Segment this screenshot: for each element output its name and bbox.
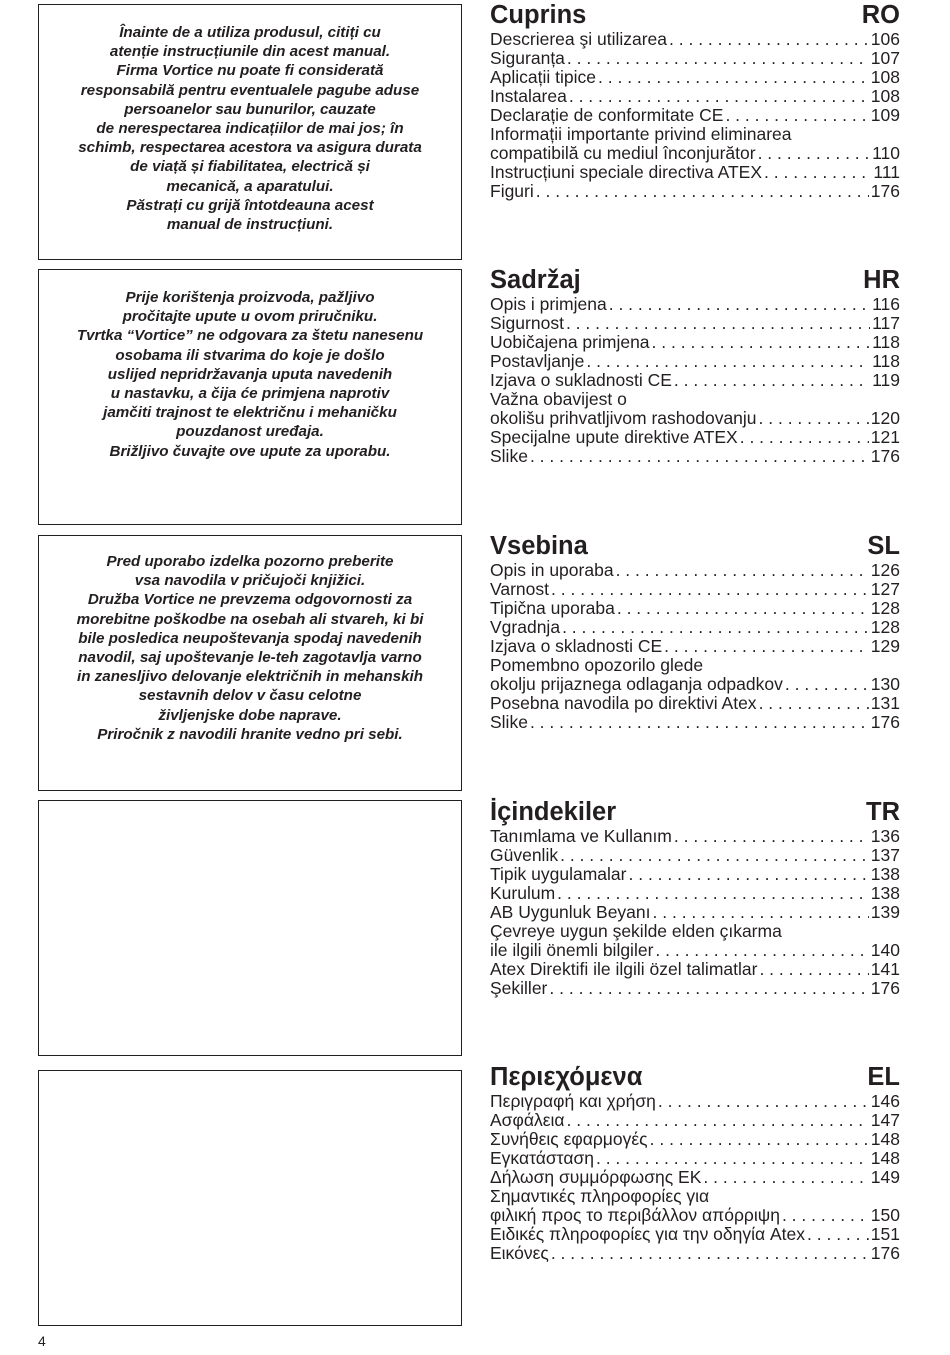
toc-entry-page: 148	[870, 1129, 900, 1149]
toc-entry	[490, 1187, 900, 1206]
toc-entry-page: 117	[872, 313, 900, 333]
toc-entry-page: 149	[870, 1167, 900, 1187]
dot-leader	[759, 694, 869, 713]
dot-leader	[616, 561, 869, 580]
toc-entry-page: 176	[870, 712, 900, 732]
language-code: EL	[867, 1063, 900, 1091]
toc-entry-page: 131	[870, 693, 900, 713]
toc-header	[490, 0, 900, 30]
toc-entry	[490, 333, 900, 352]
toc-header	[490, 531, 900, 561]
toc-entry	[490, 713, 900, 732]
dot-leader	[549, 979, 868, 998]
toc-entry	[490, 1130, 900, 1149]
toc-entry-label: Çevreye uygun şekilde elden çıkarma	[490, 921, 782, 941]
dot-leader	[569, 87, 869, 106]
toc-entry	[490, 371, 900, 390]
toc-entry-page: 108	[870, 67, 900, 87]
dot-leader	[740, 428, 869, 447]
toc-entry-label: Ασφάλεια	[490, 1110, 565, 1130]
toc-entry-page: 137	[870, 845, 900, 865]
dot-leader	[807, 1225, 869, 1244]
toc-entry	[490, 903, 900, 922]
toc-entry-page: 140	[870, 940, 900, 960]
toc-entry	[490, 409, 900, 428]
dot-leader	[664, 637, 869, 656]
toc-entry-page: 176	[870, 446, 900, 466]
toc-entry	[490, 87, 900, 106]
toc-list	[490, 30, 900, 201]
toc-entry-page: 121	[870, 427, 900, 447]
dot-leader	[560, 846, 869, 865]
toc-entry-label: Συνήθεις εφαρμογές	[490, 1129, 648, 1149]
toc-entry	[490, 1225, 900, 1244]
toc-entry	[490, 1168, 900, 1187]
toc-section-el	[490, 1062, 900, 1263]
page-number: 4	[38, 1333, 46, 1349]
toc-entry	[490, 827, 900, 846]
toc-entry-page: 146	[870, 1091, 900, 1111]
toc-entry	[490, 979, 900, 998]
toc-title: Sadržaj	[490, 266, 581, 294]
toc-entry-label: Instalarea	[490, 86, 567, 106]
toc-entry-label: Opis i primjena	[490, 294, 607, 314]
toc-entry-label: Δήλωση συμμόρφωσης ΕΚ	[490, 1167, 702, 1187]
toc-entry-label: Aplicații tipice	[490, 67, 597, 87]
toc-entry-page: 138	[870, 883, 900, 903]
toc-entry	[490, 846, 900, 865]
toc-entry-page: 126	[870, 560, 900, 580]
toc-entry-label: Izjava o skladnosti CE	[490, 636, 663, 656]
dot-leader	[674, 371, 870, 390]
toc-entry	[490, 125, 900, 144]
toc-entry	[490, 941, 900, 960]
toc-section-sl	[490, 531, 900, 732]
toc-entry-page: 127	[870, 579, 900, 599]
notice-text-sl: Pred uporabo izdelka pozorno preberite vsa navodila v pričujoči knjižici. Družba Vortice ne prevzema odgovornosti za morebitne poškodbe na osebah ali stvareh, ki bi bile posledica neupoštevanja spodaj navedenih navodil, saj upoštevanje le-teh zagotavlja varno in zanesljivo delovanje električnih in mehanskih sestavnih delov v času celotne življenjske dobe naprave. Priročnik z navodili hranite vedno pri sebi.	[76, 553, 424, 743]
language-code: SL	[867, 532, 900, 560]
toc-entry-label: Declarație de conformitate CE	[490, 105, 724, 125]
toc-entry-label: AB Uygunluk Beyanı	[490, 902, 651, 922]
language-code: RO	[861, 1, 900, 29]
toc-list	[490, 295, 900, 466]
toc-entry	[490, 163, 900, 182]
toc-entry-page: 109	[870, 105, 900, 125]
toc-entry-label: Tanımlama ve Kullanım	[490, 826, 672, 846]
dot-leader	[586, 352, 870, 371]
toc-entry-label: Instrucțiuni speciale directiva ATEX	[490, 162, 763, 182]
toc-entry-label: Varnost	[490, 579, 550, 599]
notice-text-hr: Prije korištenja proizvoda, pažljivo pročitajte upute u ovom priručniku. Tvrtka “Vortice” ne odgovara za štetu nanesenu osobama ili stvarima do koje je došlo uslijed nepridržavanja uputa navedenih u nastavku, a čija će primjena naprotiv jamčiti trajnost te električnu i mehaničku pouzdanost uređaja. Brižljivo čuvajte ove upute za uporabu.	[76, 289, 424, 460]
toc-entry-page: 128	[870, 598, 900, 618]
toc-entry-page: 148	[870, 1148, 900, 1168]
toc-entry-label: okolišu prihvatljivom rashodovanju	[490, 408, 757, 428]
toc-entry	[490, 922, 900, 941]
dot-leader	[758, 144, 871, 163]
toc-entry-label: Güvenlik	[490, 845, 559, 865]
toc-entry-label: Informații importante privind eliminarea	[490, 124, 792, 144]
toc-entry	[490, 637, 900, 656]
toc-entry-label: φιλική προς το περιβάλλον απόρριψη	[490, 1205, 780, 1225]
toc-entry	[490, 675, 900, 694]
toc-entry-label: Tipična uporaba	[490, 598, 615, 618]
toc-entry	[490, 694, 900, 713]
toc-entry-label: Važna obavijest o	[490, 389, 627, 409]
toc-entry-label: Slike	[490, 446, 528, 466]
dot-leader	[658, 1092, 869, 1111]
toc-entry-label: Siguranța	[490, 48, 565, 68]
toc-entry	[490, 1111, 900, 1130]
toc-entry-page: 147	[870, 1110, 900, 1130]
toc-entry	[490, 960, 900, 979]
toc-entry-label: Kurulum	[490, 883, 556, 903]
toc-header	[490, 1062, 900, 1092]
toc-entry	[490, 447, 900, 466]
toc-entry-label: Ειδικές πληροφορίες για την οδηγία Atex	[490, 1224, 806, 1244]
dot-leader	[530, 713, 869, 732]
toc-entry-page: 176	[870, 978, 900, 998]
toc-entry-page: 108	[870, 86, 900, 106]
toc-entry-page: 116	[872, 294, 900, 314]
notice-box-el	[38, 1070, 462, 1326]
toc-entry	[490, 295, 900, 314]
toc-entry-page: 111	[873, 162, 900, 182]
dot-leader	[782, 1206, 869, 1225]
toc-entry	[490, 30, 900, 49]
dot-leader	[530, 447, 869, 466]
dot-leader	[567, 49, 869, 68]
toc-entry-label: Vgradnja	[490, 617, 561, 637]
toc-entry-page: 151	[870, 1224, 900, 1244]
notice-box-tr	[38, 800, 462, 1056]
toc-entry	[490, 618, 900, 637]
toc-entry-label: Tipik uygulamalar	[490, 864, 627, 884]
toc-entry-page: 129	[870, 636, 900, 656]
toc-entry-label: Sigurnost	[490, 313, 564, 333]
toc-entry-page: 176	[870, 1243, 900, 1263]
toc-section-ro	[490, 0, 900, 201]
toc-entry	[490, 1149, 900, 1168]
dot-leader	[551, 580, 869, 599]
toc-header	[490, 265, 900, 295]
language-code: HR	[863, 266, 900, 294]
dot-leader	[669, 30, 869, 49]
toc-entry-page: 119	[872, 370, 900, 390]
toc-entry	[490, 182, 900, 201]
toc-entry-label: Opis in uporaba	[490, 560, 614, 580]
dot-leader	[674, 827, 869, 846]
dot-leader	[703, 1168, 868, 1187]
toc-list	[490, 561, 900, 732]
toc-entry-page: 141	[870, 959, 900, 979]
toc-entry	[490, 428, 900, 447]
toc-title: Vsebina	[490, 532, 588, 560]
dot-leader	[562, 618, 869, 637]
toc-entry	[490, 656, 900, 675]
toc-header	[490, 797, 900, 827]
toc-entry-page: 139	[870, 902, 900, 922]
toc-entry-page: 107	[870, 48, 900, 68]
toc-list	[490, 1092, 900, 1263]
dot-leader	[566, 314, 870, 333]
toc-entry-label: Postavljanje	[490, 351, 585, 371]
toc-entry-label: Figuri	[490, 181, 534, 201]
dot-leader	[609, 295, 870, 314]
toc-entry-label: Şekiller	[490, 978, 548, 998]
dot-leader	[653, 903, 869, 922]
toc-entry-label: compatibilă cu mediul înconjurător	[490, 143, 756, 163]
toc-entry-label: Εγκατάσταση	[490, 1148, 594, 1168]
toc-entry-page: 136	[870, 826, 900, 846]
toc-entry-label: Εικόνες	[490, 1243, 549, 1263]
toc-entry	[490, 561, 900, 580]
toc-section-tr	[490, 797, 900, 998]
dot-leader	[617, 599, 869, 618]
toc-entry-label: ile ilgili önemli bilgiler	[490, 940, 654, 960]
toc-entry-page: 118	[872, 332, 900, 352]
dot-leader	[629, 865, 869, 884]
notice-text-ro: Înainte de a utiliza produsul, citiți cu atenție instrucțiunile din acest manual. Firma Vortice nu poate fi considerată responsabilă pentru eventualele pagube aduse persoanelor sau bunurilor, cauzate de nerespectarea indicațiilor de mai jos; în schimb, respectarea acestora va asigura durata de viață și fiabilitatea, electrică și mecanică, a aparatului. Păstrați cu grijă întotdeauna acest manual de instrucțiuni.	[78, 24, 422, 234]
toc-entry-label: Descrierea şi utilizarea	[490, 29, 668, 49]
toc-list	[490, 827, 900, 998]
toc-entry	[490, 49, 900, 68]
toc-entry-page: 176	[870, 181, 900, 201]
toc-entry-page: 120	[870, 408, 900, 428]
toc-entry	[490, 1206, 900, 1225]
toc-entry-page: 130	[870, 674, 900, 694]
toc-entry	[490, 580, 900, 599]
dot-leader	[536, 182, 869, 201]
dot-leader	[598, 68, 869, 87]
dot-leader	[655, 941, 868, 960]
toc-entry-label: Slike	[490, 712, 528, 732]
toc-entry	[490, 884, 900, 903]
toc-entry-label: Specijalne upute direktive ATEX	[490, 427, 738, 447]
toc-entry-label: Σημαντικές πληροφορίες για	[490, 1186, 710, 1206]
toc-entry-label: Pomembno opozorilo glede	[490, 655, 704, 675]
toc-entry	[490, 1244, 900, 1263]
toc-entry-label: Izjava o sukladnosti CE	[490, 370, 672, 390]
toc-title: Cuprins	[490, 1, 587, 29]
toc-section-hr	[490, 265, 900, 466]
dot-leader	[551, 1244, 869, 1263]
toc-entry-page: 150	[870, 1205, 900, 1225]
toc-entry-label: Posebna navodila po direktivi Atex	[490, 693, 757, 713]
toc-entry-label: okolju prijaznega odlaganja odpadkov	[490, 674, 783, 694]
toc-entry-label: Περιγραφή και χρήση	[490, 1091, 656, 1111]
dot-leader	[725, 106, 868, 125]
toc-entry	[490, 352, 900, 371]
dot-leader	[652, 333, 871, 352]
toc-entry-page: 138	[870, 864, 900, 884]
toc-entry-page: 110	[872, 143, 900, 163]
toc-entry-page: 128	[870, 617, 900, 637]
dot-leader	[557, 884, 869, 903]
toc-entry	[490, 314, 900, 333]
toc-entry	[490, 1092, 900, 1111]
toc-entry-label: Uobičajena primjena	[490, 332, 650, 352]
toc-entry-page: 106	[870, 29, 900, 49]
language-code: TR	[866, 798, 900, 826]
toc-entry-page: 118	[872, 351, 900, 371]
toc-entry-label: Atex Direktifi ile ilgili özel talimatlar	[490, 959, 758, 979]
dot-leader	[567, 1111, 869, 1130]
toc-entry	[490, 68, 900, 87]
toc-entry	[490, 106, 900, 125]
dot-leader	[596, 1149, 869, 1168]
toc-title: Περιεχόμενα	[490, 1063, 643, 1091]
toc-entry	[490, 144, 900, 163]
toc-title: İçindekiler	[490, 798, 617, 826]
toc-entry	[490, 865, 900, 884]
toc-entry	[490, 390, 900, 409]
dot-leader	[650, 1130, 869, 1149]
dot-leader	[759, 409, 869, 428]
dot-leader	[764, 163, 871, 182]
dot-leader	[759, 960, 868, 979]
toc-entry	[490, 599, 900, 618]
dot-leader	[785, 675, 869, 694]
